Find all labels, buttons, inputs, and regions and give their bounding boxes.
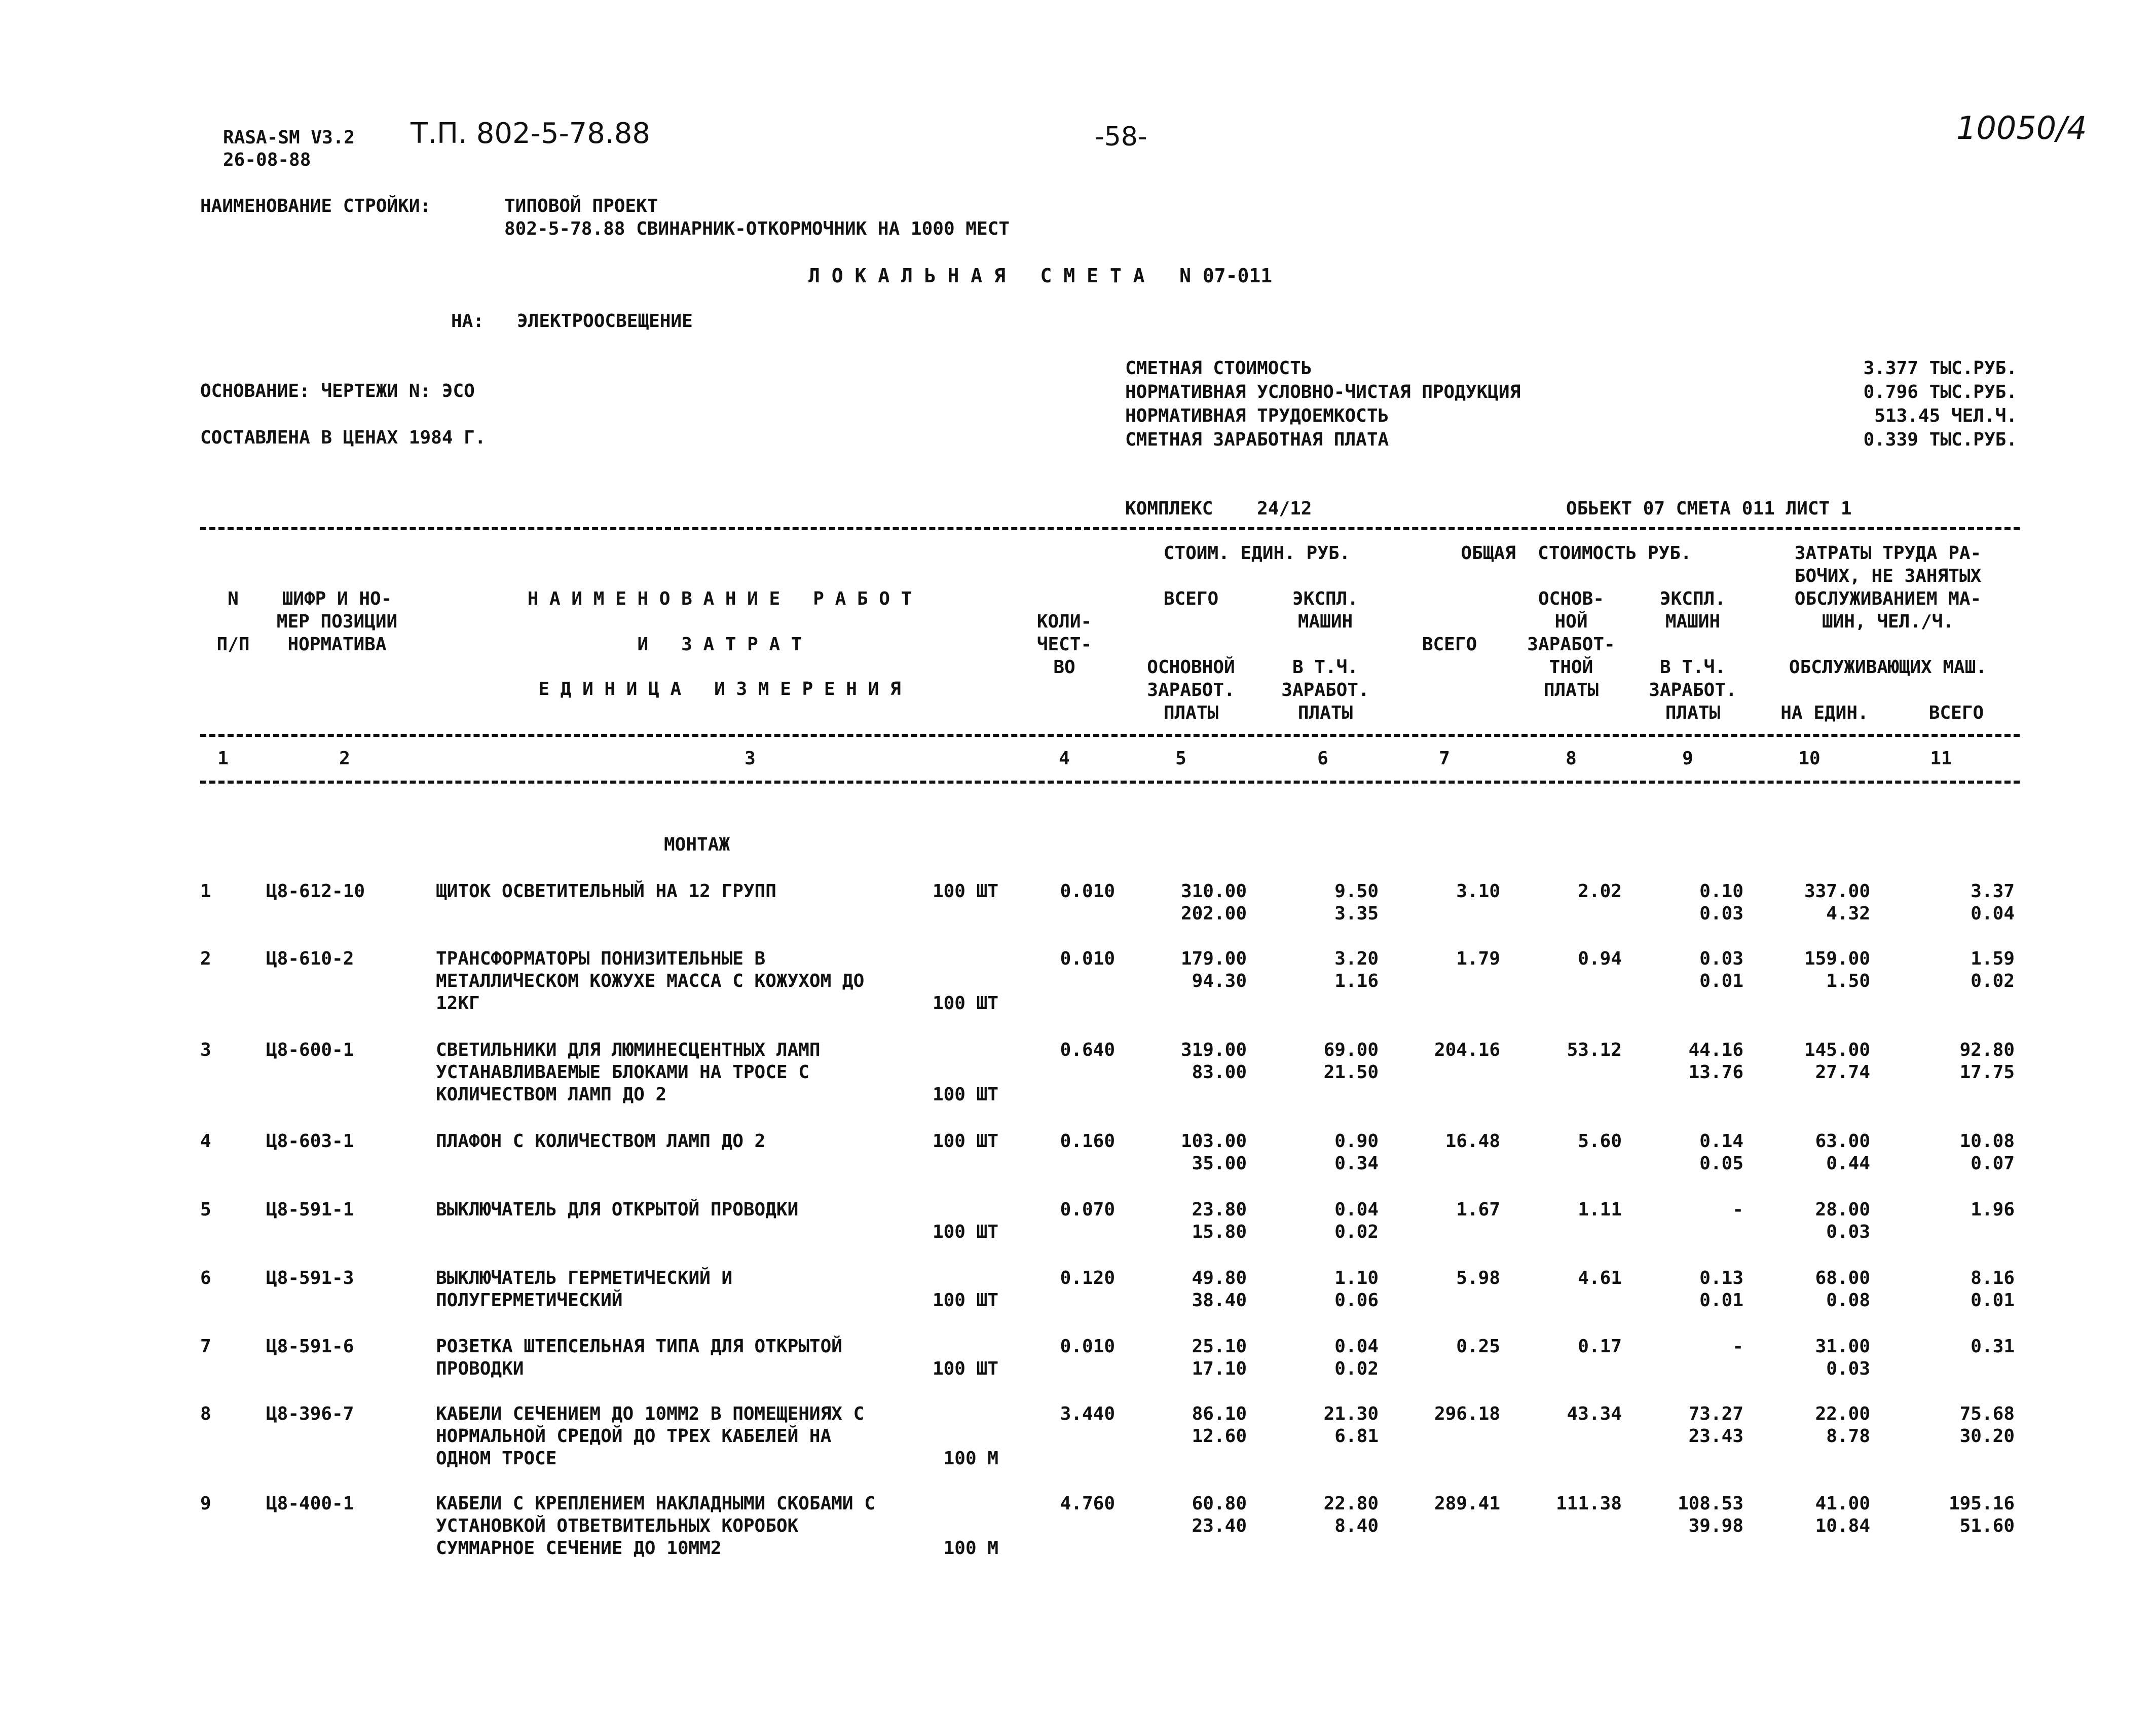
header-bottom-rule	[200, 781, 2020, 784]
row-labor-unit: 337.00	[1804, 881, 1870, 902]
row-labor-total: 0.04	[1971, 903, 2015, 924]
row-unit-mach: 0.04	[1334, 1336, 1379, 1357]
row-labor-total: 51.60	[1959, 1516, 2015, 1536]
row-unit-mach: 8.40	[1334, 1516, 1379, 1536]
row-total-wages: 111.38	[1555, 1493, 1622, 1514]
row-total-mach: 0.01	[1699, 1290, 1743, 1311]
col-head-c9-1: ЭКСПЛ.	[1659, 588, 1726, 609]
col-head-name2: И З А Т Р А Т	[637, 634, 802, 655]
row-labor-total: 0.02	[1971, 971, 2015, 991]
col-head-c8-3: ЗАРАБОТ-	[1527, 634, 1615, 655]
col-head-c9-2: МАШИН	[1665, 611, 1721, 632]
row-total-wages: 43.34	[1567, 1403, 1622, 1424]
row-qty: 0.640	[1060, 1040, 1115, 1060]
row-unit-mach: 22.80	[1323, 1493, 1379, 1514]
row-name-line: УСТАНОВКОЙ ОТВЕТВИТЕЛЬНЫХ КОРОБОК	[436, 1516, 799, 1536]
row-total: 0.25	[1456, 1336, 1500, 1357]
row-name-line: НОРМАЛЬНОЙ СРЕДОЙ ДО ТРЕХ КАБЕЛЕЙ НА	[436, 1426, 832, 1447]
row-number: 2	[200, 948, 211, 969]
row-unit-mach: 1.16	[1334, 971, 1379, 991]
object-line: ОБЬЕКТ 07 СМЕТА 011 ЛИСТ 1	[1566, 498, 1852, 519]
row-total-mach: 108.53	[1677, 1493, 1743, 1514]
row-name-line: ОДНОМ ТРОСЕ	[436, 1448, 557, 1469]
row-labor-unit: 41.00	[1815, 1493, 1870, 1514]
col-head-labor-2: БОЧИХ, НЕ ЗАНЯТЫХ	[1794, 566, 1982, 586]
row-unit-cost: 86.10	[1192, 1403, 1247, 1424]
row-total-wages: 2.02	[1578, 881, 1622, 902]
row-code: Ц8-610-2	[266, 948, 354, 969]
col-head-n2: П/П	[216, 634, 250, 655]
row-labor-unit: 1.50	[1826, 971, 1870, 991]
row-total-wages: 53.12	[1567, 1040, 1622, 1060]
col-head-c6-1: ЭКСПЛ.	[1292, 588, 1359, 609]
row-name-line: СУММАРНОЕ СЕЧЕНИЕ ДО 10ММ2	[436, 1538, 722, 1559]
row-code: Ц8-603-1	[266, 1131, 354, 1152]
row-total: 5.98	[1456, 1268, 1500, 1288]
col-head-c6-2: МАШИН	[1297, 611, 1353, 632]
row-name-line: УСТАНАВЛИВАЕМЫЕ БЛОКАМИ НА ТРОСЕ С	[436, 1062, 809, 1083]
row-name-line: ПЛАФОН С КОЛИЧЕСТВОМ ЛАМП ДО 2	[436, 1131, 766, 1152]
col-number-4: 4	[1059, 748, 1070, 769]
row-number: 5	[200, 1199, 211, 1220]
row-unit-cost: 17.10	[1192, 1358, 1247, 1379]
header-top-rule	[200, 527, 2020, 530]
prices-year: СОСТАВЛЕНА В ЦЕНАХ 1984 Г.	[200, 427, 486, 448]
col-head-code3: НОРМАТИВА	[287, 634, 387, 655]
col-head-c5-4: ПЛАТЫ	[1163, 703, 1219, 723]
col-head-c8-4: ТНОЙ	[1549, 657, 1593, 678]
col-head-c8-1: ОСНОВ-	[1538, 588, 1605, 609]
row-unit-mach: 6.81	[1334, 1426, 1379, 1447]
row-unit-mach: 0.06	[1334, 1290, 1379, 1311]
row-unit: 100 М	[943, 1538, 998, 1559]
row-labor-unit: 0.08	[1826, 1290, 1870, 1311]
complex-line: КОМПЛЕКС 24/12	[1125, 498, 1312, 519]
row-unit-cost: 23.80	[1192, 1199, 1247, 1220]
row-code: Ц8-396-7	[266, 1403, 354, 1424]
row-unit: 100 ШТ	[932, 1290, 998, 1311]
row-total: 296.18	[1434, 1403, 1500, 1424]
row-name-line: ВЫКЛЮЧАТЕЛЬ ГЕРМЕТИЧЕСКИЙ И	[436, 1268, 733, 1288]
row-total-mach: 0.01	[1699, 971, 1743, 991]
row-unit: 100 ШТ	[932, 1131, 998, 1152]
row-labor-total: 1.96	[1971, 1199, 2015, 1220]
row-unit-cost: 202.00	[1180, 903, 1247, 924]
row-labor-unit: 8.78	[1826, 1426, 1870, 1447]
col-head-c6-4: ЗАРАБОТ.	[1281, 680, 1369, 700]
col-head-name1: Н А И М Е Н О В А Н И Е Р А Б О Т	[527, 588, 912, 609]
col-head-c7: ВСЕГО	[1422, 634, 1477, 655]
col-head-code2: МЕР ПОЗИЦИИ	[276, 611, 398, 632]
row-unit-cost: 310.00	[1180, 881, 1247, 902]
row-labor-total: 30.20	[1959, 1426, 2015, 1447]
row-number: 3	[200, 1040, 211, 1060]
summary-label-product: НОРМАТИВНАЯ УСЛОВНО-ЧИСТАЯ ПРОДУКЦИЯ	[1125, 382, 1521, 402]
row-total-wages: 0.17	[1578, 1336, 1622, 1357]
row-unit-cost: 25.10	[1192, 1336, 1247, 1357]
summary-value-labor: 513.45 ЧЕЛ.Ч.	[1874, 405, 2017, 426]
row-labor-total: 10.08	[1959, 1131, 2015, 1152]
row-number: 7	[200, 1336, 211, 1357]
col-number-3: 3	[745, 748, 756, 769]
row-unit-cost: 23.40	[1192, 1516, 1247, 1536]
row-unit-cost: 35.00	[1192, 1153, 1247, 1174]
page-number: -58-	[1095, 122, 1147, 152]
project-line1: ТИПОВОЙ ПРОЕКТ	[504, 196, 658, 216]
row-unit-cost: 94.30	[1192, 971, 1247, 991]
col-head-c9-4: ЗАРАБОТ.	[1649, 680, 1737, 700]
row-labor-total: 75.68	[1959, 1403, 2015, 1424]
row-labor-unit: 0.03	[1826, 1222, 1870, 1242]
row-code: Ц8-612-10	[266, 881, 365, 902]
row-name-line: ЩИТОК ОСВЕТИТЕЛЬНЫЙ НА 12 ГРУПП	[436, 881, 776, 902]
col-head-labor-5: ОБСЛУЖИВАЮЩИХ МАШ.	[1789, 657, 1987, 678]
col-head-total-cost: ОБЩАЯ СТОИМОСТЬ РУБ.	[1461, 543, 1692, 564]
tp-number: Т.П. 802-5-78.88	[411, 117, 650, 150]
row-total-mach: 0.05	[1699, 1153, 1743, 1174]
project-label: НАИМЕНОВАНИЕ СТРОЙКИ:	[200, 196, 431, 216]
row-unit-cost: 38.40	[1192, 1290, 1247, 1311]
col-head-c5-2: ОСНОВНОЙ	[1147, 657, 1235, 678]
row-name-line: МЕТАЛЛИЧЕСКОМ КОЖУХЕ МАССА С КОЖУХОМ ДО	[436, 971, 865, 991]
col-head-c11: ВСЕГО	[1928, 703, 1984, 723]
row-labor-unit: 68.00	[1815, 1268, 1870, 1288]
row-labor-unit: 63.00	[1815, 1131, 1870, 1152]
row-unit: 100 ШТ	[932, 993, 998, 1014]
row-qty: 0.010	[1060, 881, 1115, 902]
row-total-mach: 13.76	[1688, 1062, 1743, 1083]
row-total: 16.48	[1445, 1131, 1500, 1152]
row-unit-cost: 15.80	[1192, 1222, 1247, 1242]
row-total-mach: 0.03	[1699, 948, 1743, 969]
row-code: Ц8-591-6	[266, 1336, 354, 1357]
row-total: 289.41	[1434, 1493, 1500, 1514]
col-head-n: N	[228, 588, 239, 609]
row-labor-unit: 159.00	[1804, 948, 1870, 969]
for-value: ЭЛЕКТРООСВЕЩЕНИЕ	[517, 311, 693, 331]
row-labor-unit: 10.84	[1815, 1516, 1870, 1536]
row-unit-mach: 0.90	[1334, 1131, 1379, 1152]
row-unit: 100 ШТ	[932, 1358, 998, 1379]
row-total-mach: 0.03	[1699, 903, 1743, 924]
row-number: 4	[200, 1131, 211, 1152]
row-unit-mach: 21.50	[1323, 1062, 1379, 1083]
row-unit-mach: 9.50	[1334, 881, 1379, 902]
row-code: Ц8-600-1	[266, 1040, 354, 1060]
row-unit-cost: 319.00	[1180, 1040, 1247, 1060]
row-labor-unit: 27.74	[1815, 1062, 1870, 1083]
row-unit-mach: 21.30	[1323, 1403, 1379, 1424]
row-total: 1.67	[1456, 1199, 1500, 1220]
row-name-line: КОЛИЧЕСТВОМ ЛАМП ДО 2	[436, 1084, 667, 1105]
col-head-qty3: ВО	[1053, 657, 1075, 678]
row-code: Ц8-591-3	[266, 1268, 354, 1288]
row-qty: 0.010	[1060, 1336, 1115, 1357]
row-unit-mach: 69.00	[1323, 1040, 1379, 1060]
row-unit-mach: 0.04	[1334, 1199, 1379, 1220]
basis: ОСНОВАНИЕ: ЧЕРТЕЖИ N: ЭСО	[200, 381, 475, 401]
row-total-mach: 44.16	[1688, 1040, 1743, 1060]
row-total-mach: -	[1732, 1336, 1743, 1357]
row-qty: 0.160	[1060, 1131, 1115, 1152]
row-unit: 100 ШТ	[932, 881, 998, 902]
row-labor-unit: 0.44	[1826, 1153, 1870, 1174]
program-name: RASA-SM V3.2	[223, 127, 355, 148]
header-mid-rule	[200, 734, 2020, 737]
row-unit-cost: 179.00	[1180, 948, 1247, 969]
row-unit: 100 ШТ	[932, 1222, 998, 1242]
col-number-8: 8	[1566, 748, 1577, 769]
row-qty: 0.070	[1060, 1199, 1115, 1220]
row-qty: 0.120	[1060, 1268, 1115, 1288]
row-unit-cost: 12.60	[1192, 1426, 1247, 1447]
row-labor-total: 0.01	[1971, 1290, 2015, 1311]
row-number: 6	[200, 1268, 211, 1288]
row-total-wages: 4.61	[1578, 1268, 1622, 1288]
col-head-labor-4: ШИН, ЧЕЛ./Ч.	[1822, 611, 1954, 632]
row-labor-unit: 0.03	[1826, 1358, 1870, 1379]
col-head-c6-5: ПЛАТЫ	[1297, 703, 1353, 723]
row-unit-cost: 83.00	[1192, 1062, 1247, 1083]
row-unit-cost: 103.00	[1180, 1131, 1247, 1152]
col-head-c5-1: ВСЕГО	[1163, 588, 1219, 609]
col-head-c9-5: ПЛАТЫ	[1665, 703, 1721, 723]
print-date: 26-08-88	[223, 150, 311, 170]
summary-label-labor: НОРМАТИВНАЯ ТРУДОЕМКОСТЬ	[1125, 405, 1389, 426]
row-number: 8	[200, 1403, 211, 1424]
row-labor-total: 0.07	[1971, 1153, 2015, 1174]
row-labor-unit: 28.00	[1815, 1199, 1870, 1220]
row-unit-mach: 0.34	[1334, 1153, 1379, 1174]
row-unit: 100 М	[943, 1448, 998, 1469]
row-labor-total: 8.16	[1971, 1268, 2015, 1288]
col-head-c8-5: ПЛАТЫ	[1543, 680, 1599, 700]
row-number: 1	[200, 881, 211, 902]
row-labor-total: 1.59	[1971, 948, 2015, 969]
row-total-wages: 0.94	[1578, 948, 1622, 969]
row-name-line: КАБЕЛИ С КРЕПЛЕНИЕМ НАКЛАДНЫМИ СКОБАМИ С	[436, 1493, 875, 1514]
row-unit-cost: 49.80	[1192, 1268, 1247, 1288]
col-number-1: 1	[217, 748, 229, 769]
row-name-line: СВЕТИЛЬНИКИ ДЛЯ ЛЮМИНЕСЦЕНТНЫХ ЛАМП	[436, 1040, 821, 1060]
col-head-c5-3: ЗАРАБОТ.	[1147, 680, 1235, 700]
row-labor-unit: 4.32	[1826, 903, 1870, 924]
row-total-mach: -	[1732, 1199, 1743, 1220]
col-head-c8-2: НОЙ	[1554, 611, 1588, 632]
summary-label-wages: СМЕТНАЯ ЗАРАБОТНАЯ ПЛАТА	[1125, 429, 1389, 450]
row-total-mach: 0.10	[1699, 881, 1743, 902]
page-title: Л О К А Л Ь Н А Я С М Е Т А N 07-011	[808, 265, 1273, 287]
row-total-wages: 5.60	[1578, 1131, 1622, 1152]
row-labor-total: 92.80	[1959, 1040, 2015, 1060]
row-labor-total: 195.16	[1948, 1493, 2015, 1514]
col-head-qty1: КОЛИ-	[1036, 611, 1092, 632]
row-number: 9	[200, 1493, 211, 1514]
row-unit-mach: 3.20	[1334, 948, 1379, 969]
col-head-c6-3: В Т.Ч.	[1292, 657, 1359, 678]
row-unit-mach: 3.35	[1334, 903, 1379, 924]
row-total-mach: 0.13	[1699, 1268, 1743, 1288]
row-labor-total: 17.75	[1959, 1062, 2015, 1083]
row-total: 3.10	[1456, 881, 1500, 902]
col-head-c10: НА ЕДИН.	[1780, 703, 1869, 723]
col-head-code1: ШИФР И НО-	[282, 588, 392, 609]
summary-label-cost: СМЕТНАЯ СТОИМОСТЬ	[1125, 358, 1312, 379]
row-name-line: ПРОВОДКИ	[436, 1358, 524, 1379]
row-total-wages: 1.11	[1578, 1199, 1622, 1220]
row-name-line: ВЫКЛЮЧАТЕЛЬ ДЛЯ ОТКРЫТОЙ ПРОВОДКИ	[436, 1199, 799, 1220]
row-name-line: РОЗЕТКА ШТЕПСЕЛЬНАЯ ТИПА ДЛЯ ОТКРЫТОЙ	[436, 1336, 842, 1357]
row-total-mach: 23.43	[1688, 1426, 1743, 1447]
section-title: МОНТАЖ	[664, 834, 730, 855]
col-number-11: 11	[1930, 748, 1952, 769]
row-unit-mach: 1.10	[1334, 1268, 1379, 1288]
row-code: Ц8-591-1	[266, 1199, 354, 1220]
row-code: Ц8-400-1	[266, 1493, 354, 1514]
col-head-unit-cost: СТОИМ. ЕДИН. РУБ.	[1163, 543, 1351, 564]
row-name-line: 12КГ	[436, 993, 480, 1014]
row-unit-mach: 0.02	[1334, 1222, 1379, 1242]
row-name-line: ПОЛУГЕРМЕТИЧЕСКИЙ	[436, 1290, 623, 1311]
row-qty: 3.440	[1060, 1403, 1115, 1424]
archive-number: 10050/4	[1956, 109, 2087, 146]
row-unit-cost: 60.80	[1192, 1493, 1247, 1514]
col-number-2: 2	[339, 748, 350, 769]
row-labor-unit: 22.00	[1815, 1403, 1870, 1424]
row-total-mach: 0.14	[1699, 1131, 1743, 1152]
row-name-line: ТРАНСФОРМАТОРЫ ПОНИЗИТЕЛЬНЫЕ В	[436, 948, 766, 969]
project-line2: 802-5-78.88 СВИНАРНИК-ОТКОРМОЧНИК НА 1000 МЕСТ	[504, 218, 1010, 239]
for-label: НА:	[451, 311, 485, 331]
col-head-labor-1: ЗАТРАТЫ ТРУДА РА-	[1794, 543, 1982, 564]
row-labor-total: 3.37	[1971, 881, 2015, 902]
col-head-labor-3: ОБСЛУЖИВАНИЕМ МА-	[1794, 588, 1982, 609]
row-qty: 4.760	[1060, 1493, 1115, 1514]
col-number-5: 5	[1175, 748, 1186, 769]
summary-value-product: 0.796 ТЫС.РУБ.	[1863, 382, 2017, 402]
row-labor-unit: 31.00	[1815, 1336, 1870, 1357]
row-qty: 0.010	[1060, 948, 1115, 969]
row-total-mach: 39.98	[1688, 1516, 1743, 1536]
row-unit: 100 ШТ	[932, 1084, 998, 1105]
col-head-qty2: ЧЕСТ-	[1036, 634, 1092, 655]
summary-value-cost: 3.377 ТЫС.РУБ.	[1863, 358, 2017, 379]
col-head-name3: Е Д И Н И Ц А И З М Е Р Е Н И Я	[538, 679, 901, 699]
col-number-9: 9	[1682, 748, 1693, 769]
row-name-line: КАБЕЛИ СЕЧЕНИЕМ ДО 10ММ2 В ПОМЕЩЕНИЯХ С	[436, 1403, 865, 1424]
col-head-c9-3: В Т.Ч.	[1659, 657, 1726, 678]
row-total: 1.79	[1456, 948, 1500, 969]
row-labor-unit: 145.00	[1804, 1040, 1870, 1060]
row-labor-total: 0.31	[1971, 1336, 2015, 1357]
row-total: 204.16	[1434, 1040, 1500, 1060]
col-number-10: 10	[1798, 748, 1820, 769]
summary-value-wages: 0.339 ТЫС.РУБ.	[1863, 429, 2017, 450]
col-number-7: 7	[1439, 748, 1450, 769]
row-unit-mach: 0.02	[1334, 1358, 1379, 1379]
col-number-6: 6	[1317, 748, 1328, 769]
row-total-mach: 73.27	[1688, 1403, 1743, 1424]
